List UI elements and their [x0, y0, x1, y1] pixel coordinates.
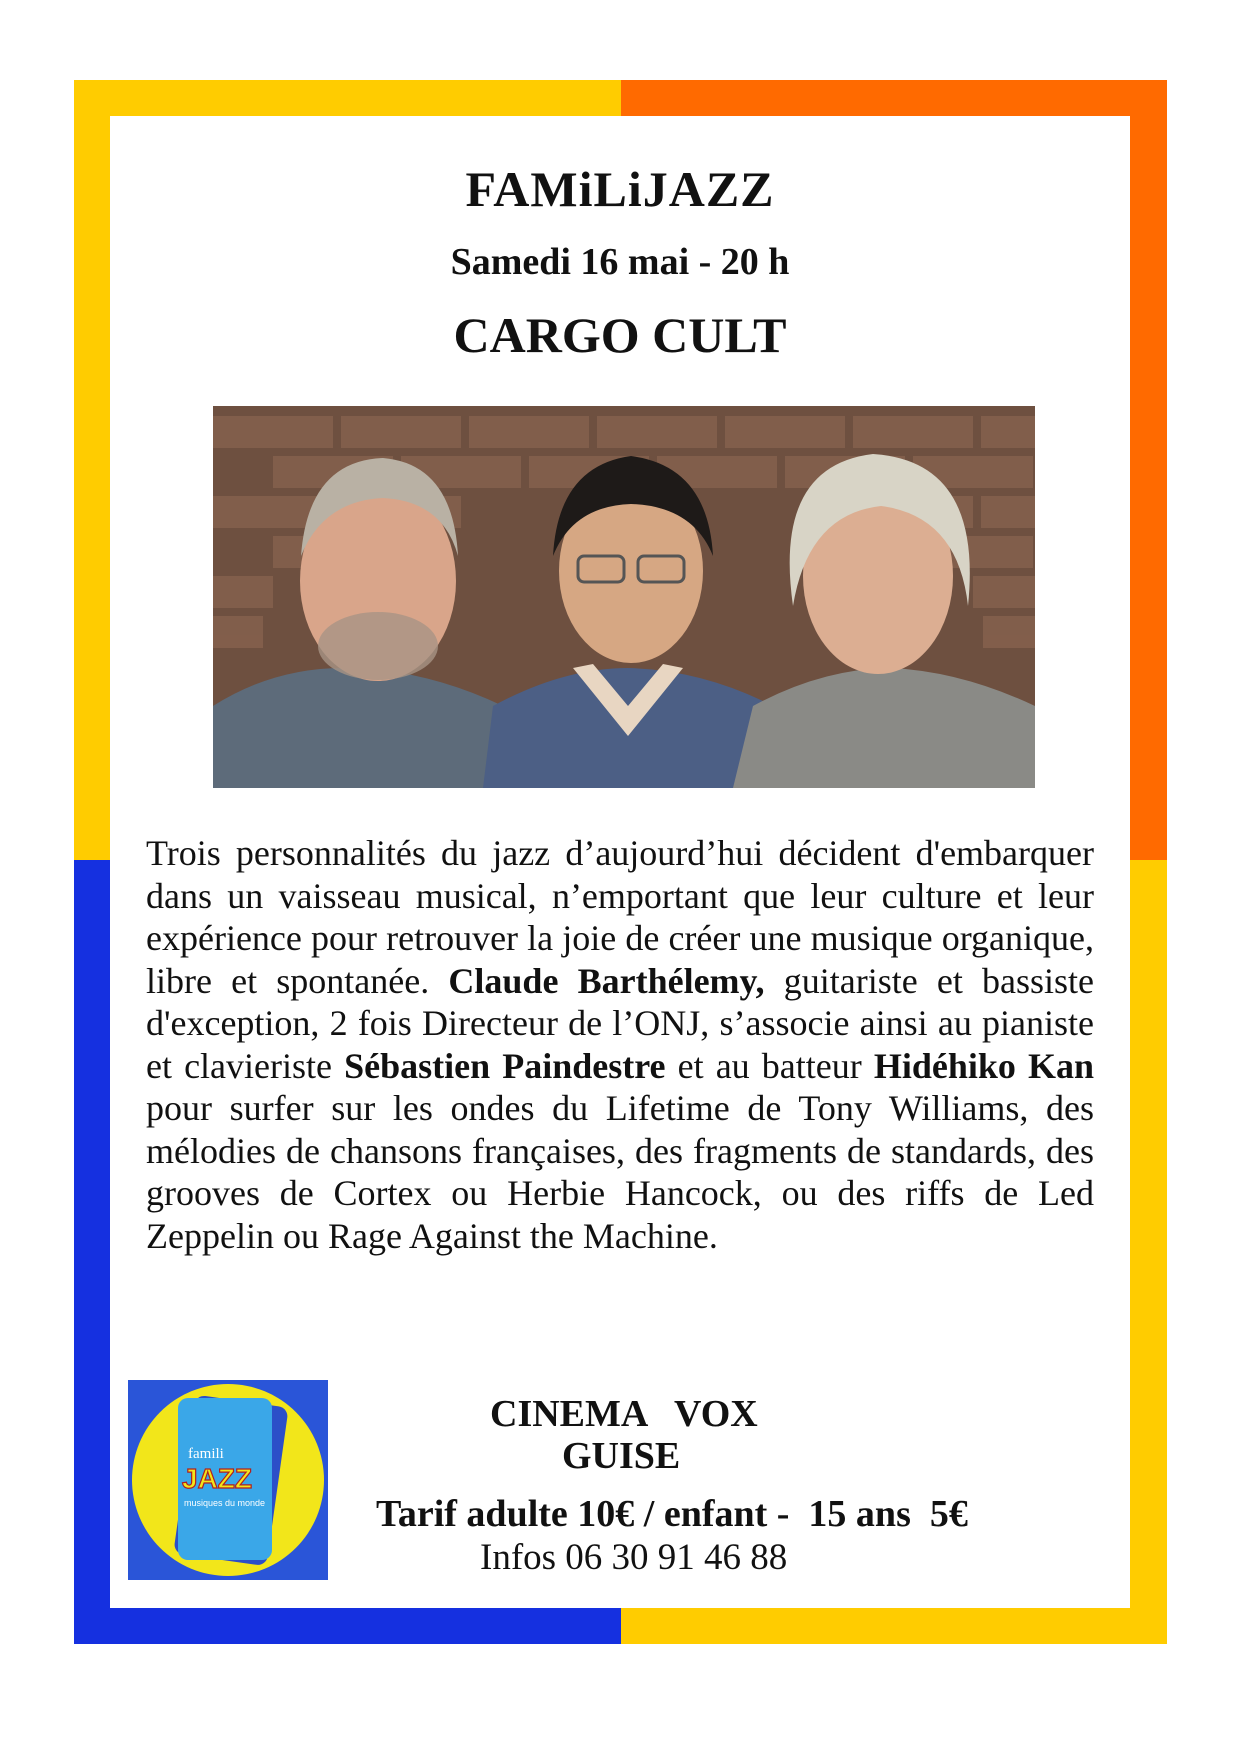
description-text-2: guitariste et bassiste d'exception, 2 fois Directeur de l’ONJ, s’associe ainsi au pianiste et clavieriste — [146, 960, 1094, 1086]
logo-jazz-text: JAZZ — [182, 1463, 252, 1494]
logo-famili-text: famili — [188, 1446, 224, 1462]
ticket-prices: Tarif adulte 10€ / enfant - 15 ans 5€ — [376, 1493, 968, 1535]
poster-content — [110, 116, 1130, 1608]
description-text-1: Trois personnalités du jazz d’aujourd’hui décident d'embarquer dans un vaisseau musical, n’emportant que leur culture et leur expérience pour retrouver la joie de créer une musique organique, libre et spontanée. — [146, 833, 1094, 1001]
description-text-4: pour surfer sur les ondes du Lifetime de Tony Williams, des mélodies de chansons françaises, des fragments de standards, des grooves de Cortex ou Herbie Hancock, ou des riffs de Led Zeppelin ou Rage Against the Machine. — [146, 1088, 1094, 1256]
familijazz-logo — [128, 1380, 328, 1580]
venue-town: GUISE — [562, 1435, 681, 1477]
musician-name-hidehiko: Hidéhiko Kan — [873, 1045, 1094, 1086]
band-photo — [213, 406, 1035, 788]
venue-name: CINEMA VOX — [490, 1393, 758, 1435]
musician-name-claude: Claude Barthélemy, — [448, 960, 765, 1001]
band-name: CARGO CULT — [453, 307, 787, 363]
description-text-3: et au batteur — [665, 1045, 874, 1086]
event-description — [146, 832, 1094, 1257]
event-date: Samedi 16 mai - 20 h — [450, 241, 790, 283]
musician-name-sebastien: Sébastien Paindestre — [344, 1045, 666, 1086]
event-title: FAMiLiJAZZ — [465, 161, 775, 217]
logo-subtitle-text: musiques du monde — [184, 1498, 266, 1508]
info-phone: Infos 06 30 91 46 88 — [480, 1537, 788, 1578]
